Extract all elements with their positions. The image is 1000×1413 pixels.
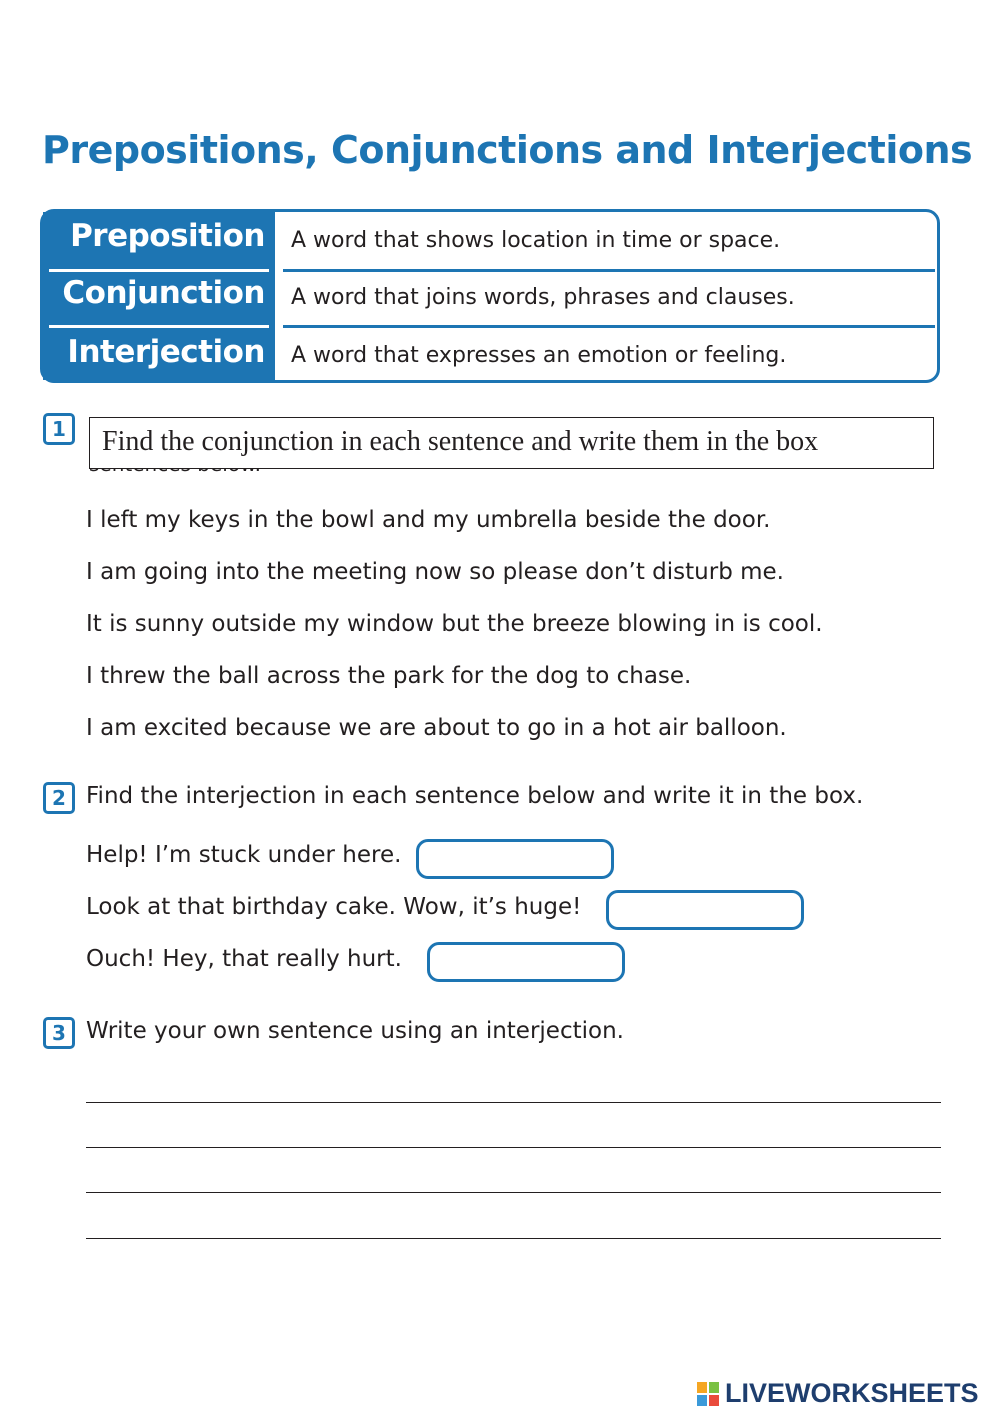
definition-conjunction: A word that joins words, phrases and clauses. <box>291 285 795 310</box>
q1-sentence: It is sunny outside my window but the breeze blowing in is cool. <box>86 611 823 637</box>
answer-input-box[interactable] <box>606 890 804 930</box>
question-number-badge: 3 <box>43 1017 75 1049</box>
definition-divider <box>283 269 935 272</box>
definition-interjection: A word that expresses an emotion or feeling. <box>291 343 787 368</box>
q1-sentence: I left my keys in the bowl and my umbrella beside the door. <box>86 507 771 533</box>
definition-preposition: A word that shows location in time or space. <box>291 228 781 253</box>
answer-input-box[interactable] <box>416 839 614 879</box>
question-2-instruction: Find the interjection in each sentence below and write it in the box. <box>86 783 864 809</box>
liveworksheets-brand-text: LIVEWORKSHEETS <box>725 1377 979 1408</box>
q2-sentence: Look at that birthday cake. Wow, it’s huge! <box>86 894 582 920</box>
q2-sentence: Ouch! Hey, that really hurt. <box>86 946 402 972</box>
q1-sentence: I am going into the meeting now so please don’t disturb me. <box>86 559 784 585</box>
writing-line[interactable] <box>86 1102 941 1103</box>
term-conjunction: Conjunction <box>62 275 265 311</box>
term-preposition: Preposition <box>70 218 265 254</box>
liveworksheets-logo <box>697 1378 979 1408</box>
term-interjection: Interjection <box>67 334 265 370</box>
liveworksheets-logo-icon <box>697 1380 721 1406</box>
q2-sentence: Help! I’m stuck under here. <box>86 842 402 868</box>
question-1-instruction-box <box>89 417 934 469</box>
writing-line[interactable] <box>86 1147 941 1148</box>
writing-line[interactable] <box>86 1192 941 1193</box>
answer-input-box[interactable] <box>427 942 625 982</box>
question-number-badge: 1 <box>43 413 75 445</box>
definitions-table <box>40 209 940 383</box>
q1-sentence: I threw the ball across the park for the dog to chase. <box>86 663 692 689</box>
question-number-badge: 2 <box>43 782 75 814</box>
question-3-instruction: Write your own sentence using an interjection. <box>86 1018 624 1044</box>
worksheet-title: Prepositions, Conjunctions and Interjections <box>42 128 973 172</box>
definition-divider <box>283 325 935 328</box>
writing-line[interactable] <box>86 1238 941 1239</box>
term-divider <box>49 269 269 272</box>
term-divider <box>49 325 269 328</box>
question-1-instruction: Find the conjunction in each sentence and write them in the box <box>102 426 819 457</box>
q1-sentence: I am excited because we are about to go in a hot air balloon. <box>86 715 787 741</box>
